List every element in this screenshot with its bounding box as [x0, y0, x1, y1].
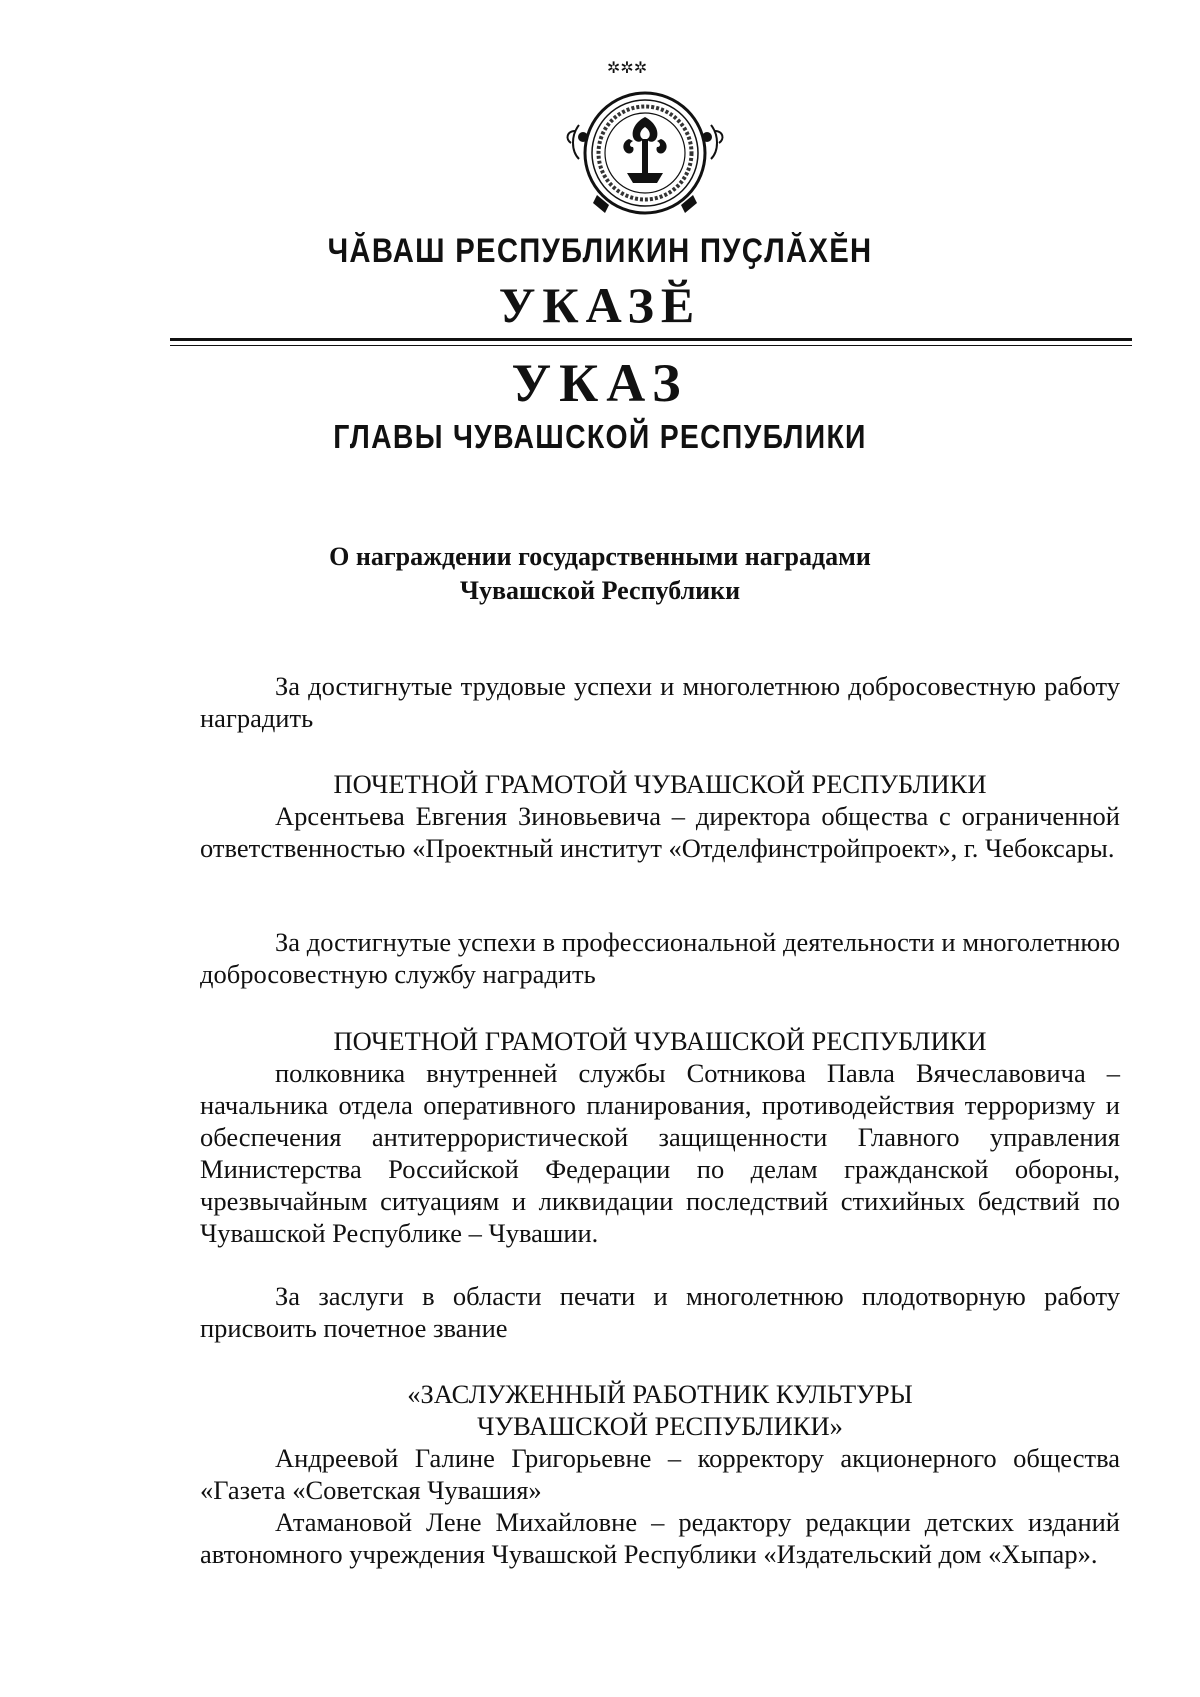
recipient-2: полковника внутренней службы Сотникова Павла Вячеславовича – начальника отдела оперативного планирования, противодействия терроризму и обеспечения антитеррористической защищенности Главного управления Министерства Российской Федерации по делам гражданской обороны, чрезвычайным ситуациям и ликвидации последствий стихийных бедствий по Чувашской Республике – Чувашии.: [200, 1058, 1120, 1248]
header-russian-decree: УКАЗ: [511, 353, 689, 413]
paragraph-1: За достигнутые трудовые успехи и многолетнюю добросовестную работу наградить: [200, 671, 1120, 733]
recipient-4: Атамановой Лене Михайловне – редактору редакции детских изданий автономного учреждения Чувашской Республики «Издательский дом «Хыпар».: [200, 1507, 1120, 1569]
header-russian-title: ГЛАВЫ ЧУВАШСКОЙ РЕСПУБЛИКИ: [333, 418, 867, 455]
honorary-title-line2: ЧУВАШСКОЙ РЕСПУБЛИКИ»: [477, 1411, 843, 1441]
honorary-title-line1: «ЗАСЛУЖЕННЫЙ РАБОТНИК КУЛЬТУРЫ: [407, 1379, 913, 1409]
honorary-title-heading: [200, 1378, 1120, 1442]
paragraph-3: За заслуги в области печати и многолетнюю плодотворную работу присвоить почетное звание: [200, 1281, 1120, 1343]
paragraph-2: За достигнутые успехи в профессиональной деятельности и многолетнюю добросовестную службу наградить: [200, 927, 1120, 989]
document-title-line1: О награждении государственными наградами: [329, 542, 871, 571]
award-heading-1: ПОЧЕТНОЙ ГРАМОТОЙ ЧУВАШСКОЙ РЕСПУБЛИКИ: [333, 769, 987, 799]
document-title-line2: Чувашской Республики: [459, 576, 741, 605]
document-title: [0, 540, 1200, 608]
award-heading-2: ПОЧЕТНОЙ ГРАМОТОЙ ЧУВАШСКОЙ РЕСПУБЛИКИ: [333, 1026, 987, 1056]
header-divider-thin: [170, 345, 1132, 346]
recipient-3: Андреевой Галине Григорьевне – корректору акционерного общества «Газета «Советская Чувашия»: [200, 1443, 1120, 1505]
svg-text:✲✲✲: ✲✲✲: [607, 58, 648, 77]
header-chuvash-decree: УКАЗӖ: [498, 277, 702, 333]
coat-of-arms-emblem: [557, 55, 733, 220]
header-divider-thick: [170, 338, 1132, 341]
recipient-1: Арсентьева Евгения Зиновьевича – директора общества с ограниченной ответственностью «Проектный институт «Отделфинстройпроект», г. Чебоксары.: [200, 801, 1120, 863]
header-chuvash-title: ЧӐВАШ РЕСПУБЛИКИН ПУҪЛӐХӖН: [327, 232, 873, 270]
